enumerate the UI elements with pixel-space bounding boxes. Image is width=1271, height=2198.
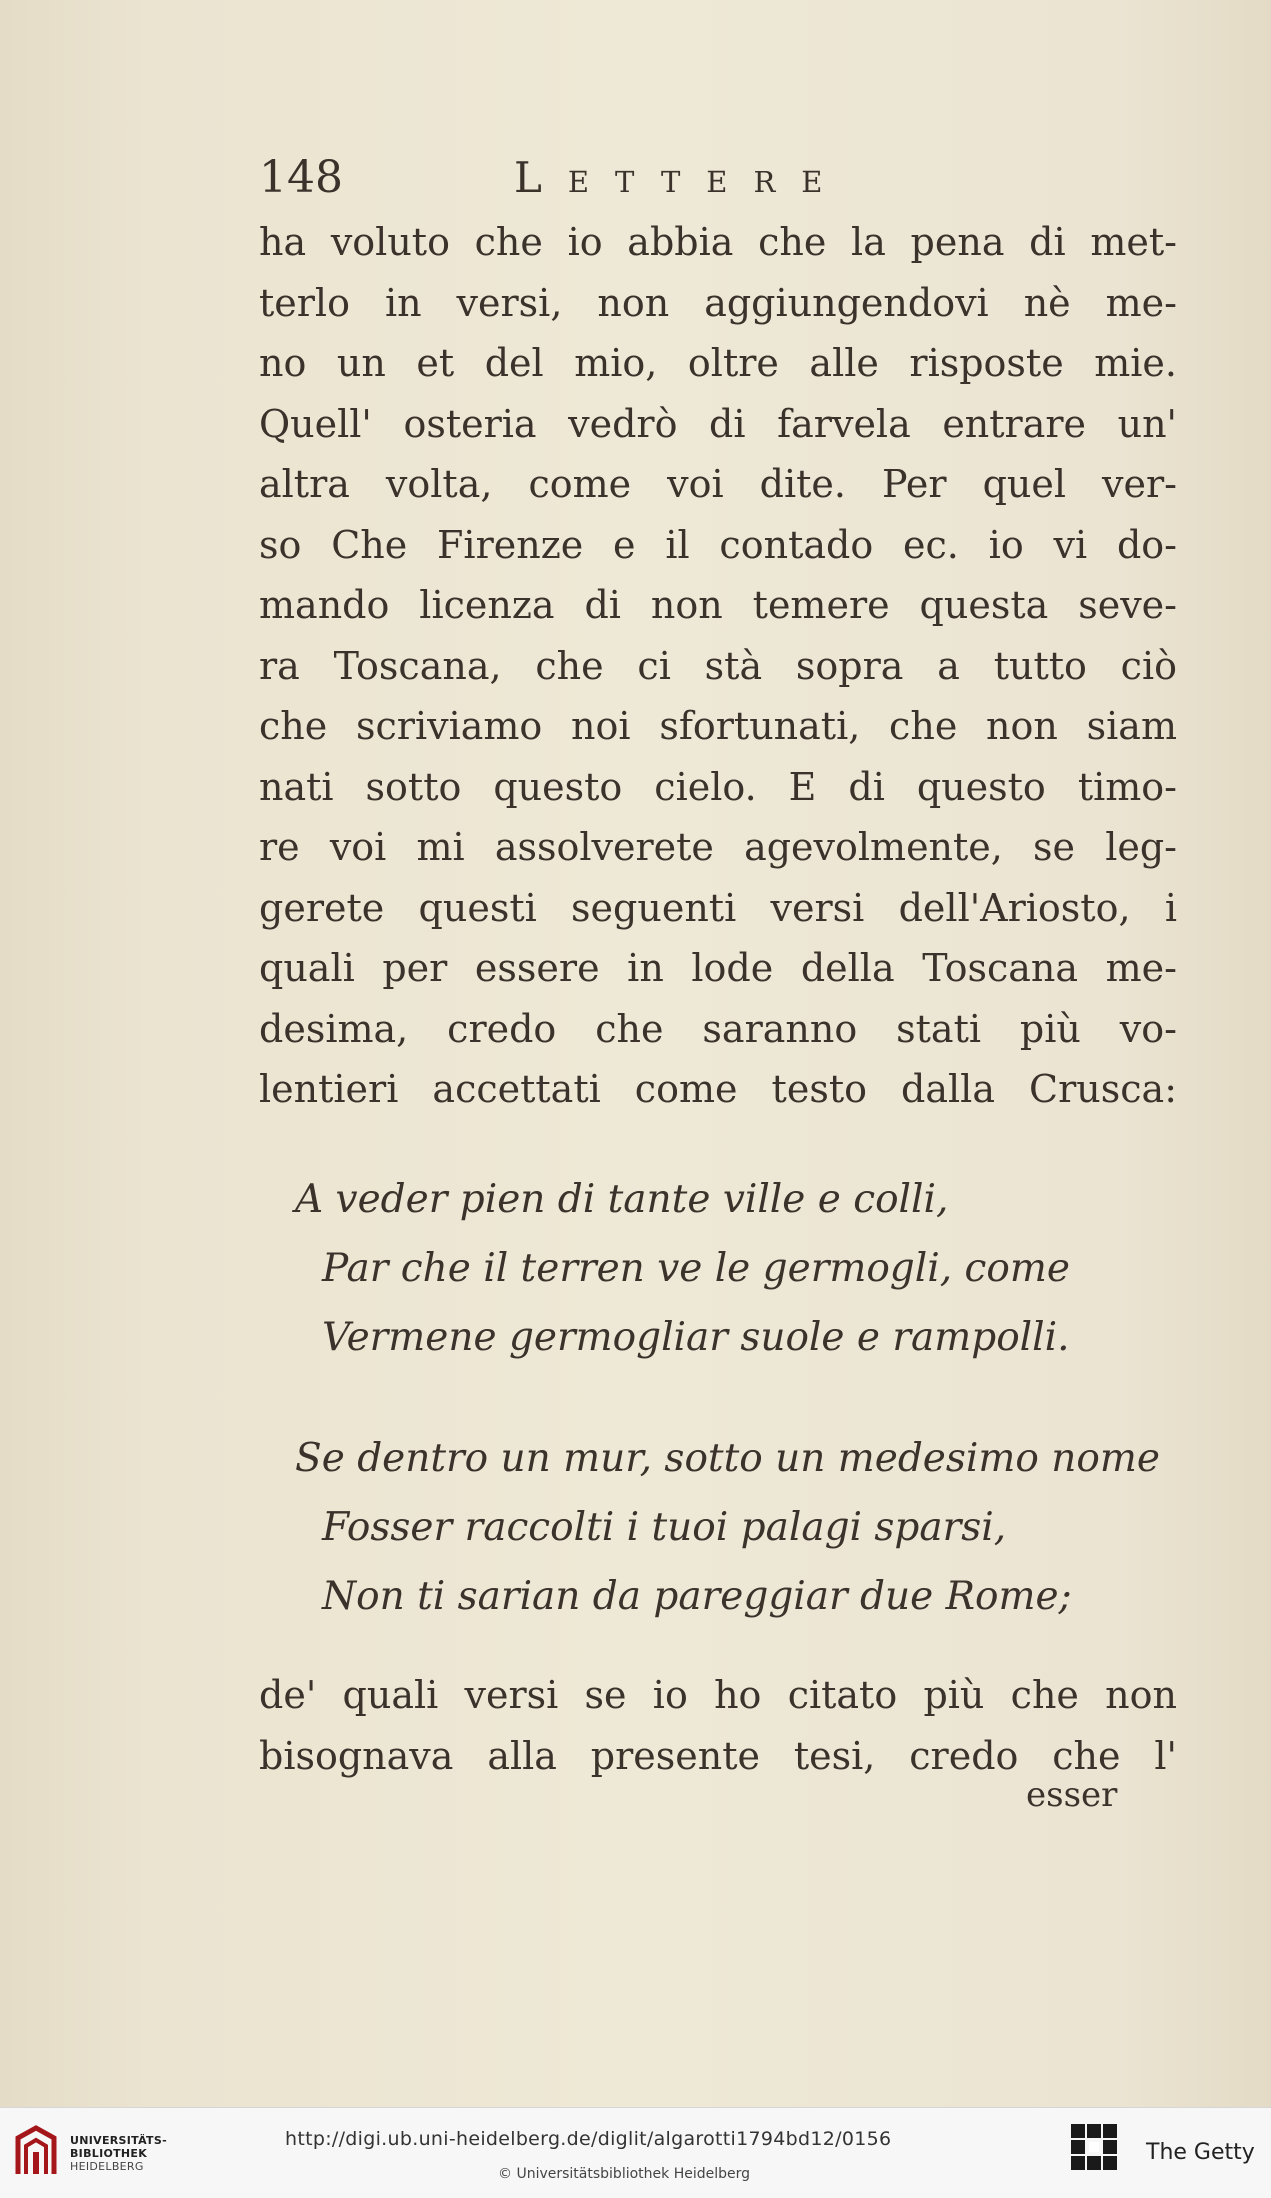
- poem-stanza-1: [295, 1165, 1175, 1372]
- verse-line: Fosser raccolti i tuoi palagi sparsi,: [322, 1505, 1007, 1550]
- permalink-url[interactable]: http://digi.ub.uni-heidelberg.de/diglit/algarotti1794bd12/0156: [285, 2128, 892, 2150]
- text-line: no un et del mio, oltre alle risposte mie.: [259, 341, 1177, 385]
- verse-line: A veder pien di tante ville e colli,: [295, 1177, 949, 1222]
- text-line: terlo in versi, non aggiungendovi nè me-: [259, 280, 1177, 325]
- text-line: re voi mi assolverete agevolmente, se leg-: [259, 825, 1177, 869]
- verse-line: Par che il terren ve le germogli, come: [322, 1246, 1070, 1291]
- viewer-footer: [0, 2107, 1271, 2198]
- text-line: quali per essere in lode della Toscana me-: [259, 946, 1177, 990]
- text-line: gerete questi seguenti versi dell'Ariosto, i: [259, 885, 1177, 930]
- text-line: desima, credo che saranno stati più vo-: [259, 1006, 1177, 1051]
- body-text: [259, 212, 1177, 1120]
- poem-stanza-2: [295, 1424, 1175, 1631]
- text-line: Quell' osteria vedrò di farvela entrare un': [259, 401, 1177, 446]
- poem-quotation: [295, 1165, 1175, 1683]
- text-line: ha voluto che io abbia che la pena di met-: [259, 220, 1177, 264]
- library-name: [70, 2134, 167, 2173]
- text-line: mando licenza di non temere questa seve-: [259, 583, 1177, 627]
- library-name-line: HEIDELBERG: [70, 2160, 144, 2173]
- text-line: bisognava alla presente tesi, credo che l': [259, 1734, 1177, 1778]
- running-title: Lettere: [514, 153, 849, 202]
- library-name-line: UNIVERSITÄTS-: [70, 2134, 167, 2147]
- verse-line: Non ti sarian da pareggiar due Rome;: [322, 1574, 1072, 1619]
- copyright-notice: © Universitätsbibliothek Heidelberg: [498, 2166, 751, 2182]
- verse-line: Vermene germogliar suole e rampolli.: [322, 1315, 1070, 1360]
- getty-name: The Getty: [1146, 2140, 1255, 2165]
- getty-logo-icon[interactable]: [1069, 2122, 1119, 2182]
- catchword: esser: [1026, 1775, 1118, 1815]
- verse-line: Se dentro un mur, sotto un medesimo nome: [295, 1436, 1160, 1481]
- text-line: ra Toscana, che ci stà sopra a tutto ciò: [259, 643, 1177, 688]
- text-line: so Che Firenze e il contado ec. io vi do-: [259, 522, 1177, 567]
- text-line: altra volta, come voi dite. Per quel ver-: [259, 462, 1177, 506]
- text-line: lentieri accettati come testo dalla Crusca:: [259, 1067, 1177, 1111]
- heidelberg-library-emblem-icon: [12, 2124, 60, 2180]
- text-line: che scriviamo noi sfortunati, che non siam: [259, 704, 1177, 748]
- university-library-logo[interactable]: [12, 2120, 167, 2186]
- text-line: de' quali versi se io ho citato più che non: [259, 1673, 1177, 1717]
- library-name-line: BIBLIOTHEK: [70, 2147, 148, 2160]
- closing-text: [259, 1665, 1177, 1787]
- page-header: [259, 150, 919, 206]
- page-number: 148: [259, 152, 343, 203]
- text-line: nati sotto questo cielo. E di questo timo-: [259, 764, 1177, 809]
